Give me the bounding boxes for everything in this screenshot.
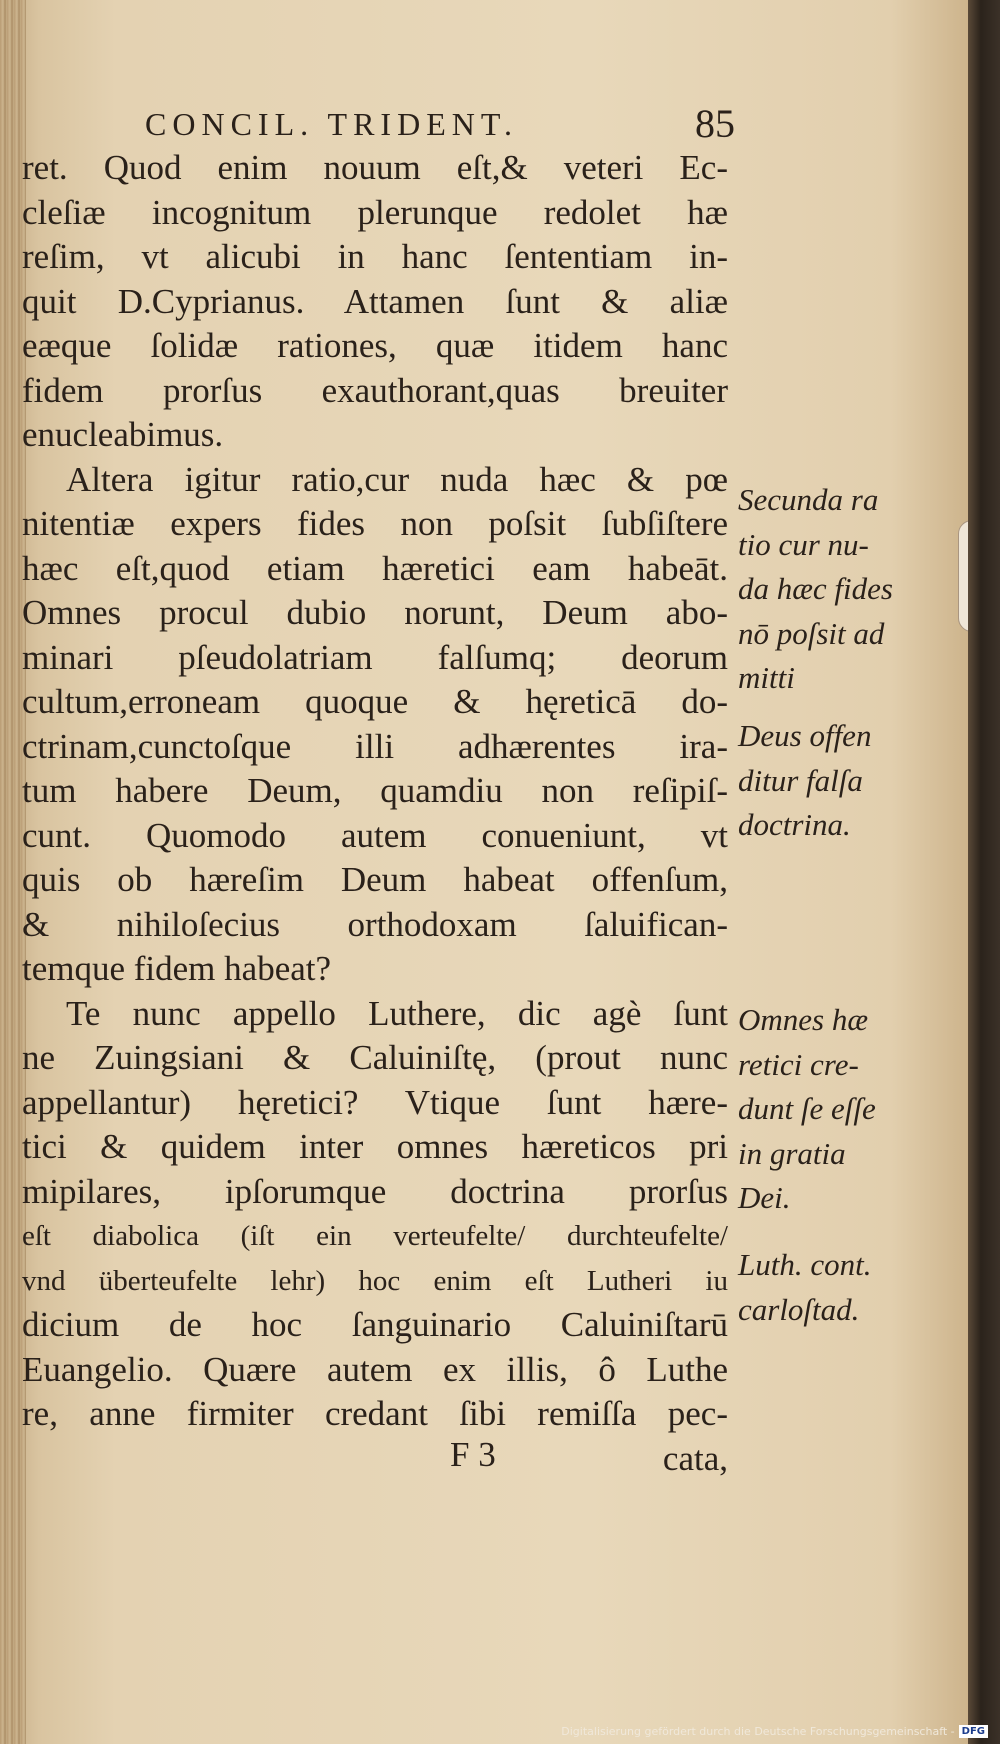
marginal-note-line: doctrina. (738, 807, 851, 842)
dfg-logo: DFG (959, 1725, 988, 1738)
text-line: tici & quidem inter omnes hæreticos pri (22, 1127, 728, 1166)
text-line: reſim, vt alicubi in hanc ſententiam in- (22, 237, 728, 276)
marginal-note-line: Dei. (738, 1180, 791, 1215)
text-line: quis ob hæreſim Deum habeat offenſum, (22, 860, 728, 899)
marginal-note-line: dunt ſe eſſe (738, 1091, 876, 1126)
text-line: temque fidem habeat? (22, 949, 332, 988)
marginal-note-line: carloſtad. (738, 1291, 860, 1327)
text-line: cultum,erroneam quoque & hęreticā do- (22, 682, 728, 721)
signature-mark: F 3 (450, 1435, 496, 1474)
text-line: eæque ſolidæ rationes, quæ itidem hanc (22, 326, 728, 365)
text-line: hæc eſt,quod etiam hæretici eam habeāt. (22, 548, 728, 588)
text-line: Te nunc appello Luthere, dic agè ſunt (66, 993, 728, 1033)
text-line: ctrinam,cunctoſque illi adhærentes ira- (22, 726, 728, 766)
credit-text: Digitalisierung gefördert durch die Deutsche Forschungsgemeinschaft - (561, 1725, 955, 1738)
text-line: cleſiæ incognitum plerunque redolet hæ (22, 192, 728, 232)
marginal-note-line: Deus offen (738, 718, 872, 753)
running-title: CONCIL. TRIDENT. (145, 106, 519, 142)
page-number: 85 (695, 101, 735, 146)
text-line: mipilares, ipſorumque doctrina prorſus (22, 1171, 728, 1211)
text-line: minari pſeudolatriam falſumq; deorum (22, 637, 728, 677)
catchword: cata, (662, 1439, 728, 1478)
main-text-block (22, 146, 728, 1437)
marginal-note (738, 1243, 898, 1332)
text-line: Altera igitur ratio,cur nuda hæc & pœ (66, 459, 728, 499)
blackletter-text-line: eſt diabolica (iſt ein verteufelte/ durchteufelte/ (22, 1220, 728, 1252)
blackletter-text-line: vnd überteufelte lehr) hoc enim eſt Lutheri iu (22, 1264, 728, 1297)
marginal-note-line: Luth. cont. (738, 1247, 872, 1282)
text-line: ne Zuingsiani & Caluiniſtę, (prout nunc (22, 1038, 728, 1077)
text-line: cunt. Quomodo autem conueniunt, vt (22, 815, 728, 855)
marginal-note-line: Omnes hæ (738, 1002, 869, 1037)
marginal-note (738, 714, 898, 848)
marginal-note (738, 998, 898, 1221)
text-line: Euangelio. Quære autem ex illis, ô Luthe (22, 1349, 728, 1389)
text-line: quit D.Cyprianus. Attamen ſunt & aliæ (22, 281, 728, 321)
marginal-note-line: ditur falſa (738, 762, 863, 798)
digitization-credit (561, 1725, 988, 1738)
text-line: tum habere Deum, quamdiu non reſipiſ- (22, 771, 728, 810)
text-line: enucleabimus. (22, 415, 224, 454)
marginal-note-line: da hæc fides (738, 571, 893, 606)
text-line: appellantur) hęretici? Vtique ſunt hære- (22, 1082, 728, 1122)
running-header (145, 100, 735, 146)
marginal-note-line: retici cre- (738, 1046, 859, 1082)
text-line: re, anne firmiter credant ſibi remiſſa pec- (22, 1394, 728, 1433)
marginal-note-line: tio cur nu- (738, 526, 869, 562)
book-edge (968, 0, 1000, 1744)
marginal-note (738, 478, 898, 701)
text-line: ret. Quod enim nouum eſt,& veteri Ec- (22, 148, 728, 187)
text-line: Omnes procul dubio norunt, Deum abo- (22, 593, 728, 632)
marginal-note-line: mitti (738, 660, 795, 695)
marginal-note-line: in gratia (738, 1135, 846, 1171)
marginal-note-line: nō poſsit ad (738, 615, 885, 651)
text-line: nitentiæ expers fides non poſsit ſubſiſtere (22, 504, 728, 543)
text-line: & nihiloſecius orthodoxam ſaluifican- (22, 904, 728, 944)
page-footer (22, 1435, 728, 1485)
text-line: dicium de hoc ſanguinario Caluiniſtarū (22, 1305, 728, 1344)
marginal-note-line: Secunda ra (738, 482, 879, 517)
text-line: fidem prorſus exauthorant,quas breuiter (22, 370, 728, 410)
